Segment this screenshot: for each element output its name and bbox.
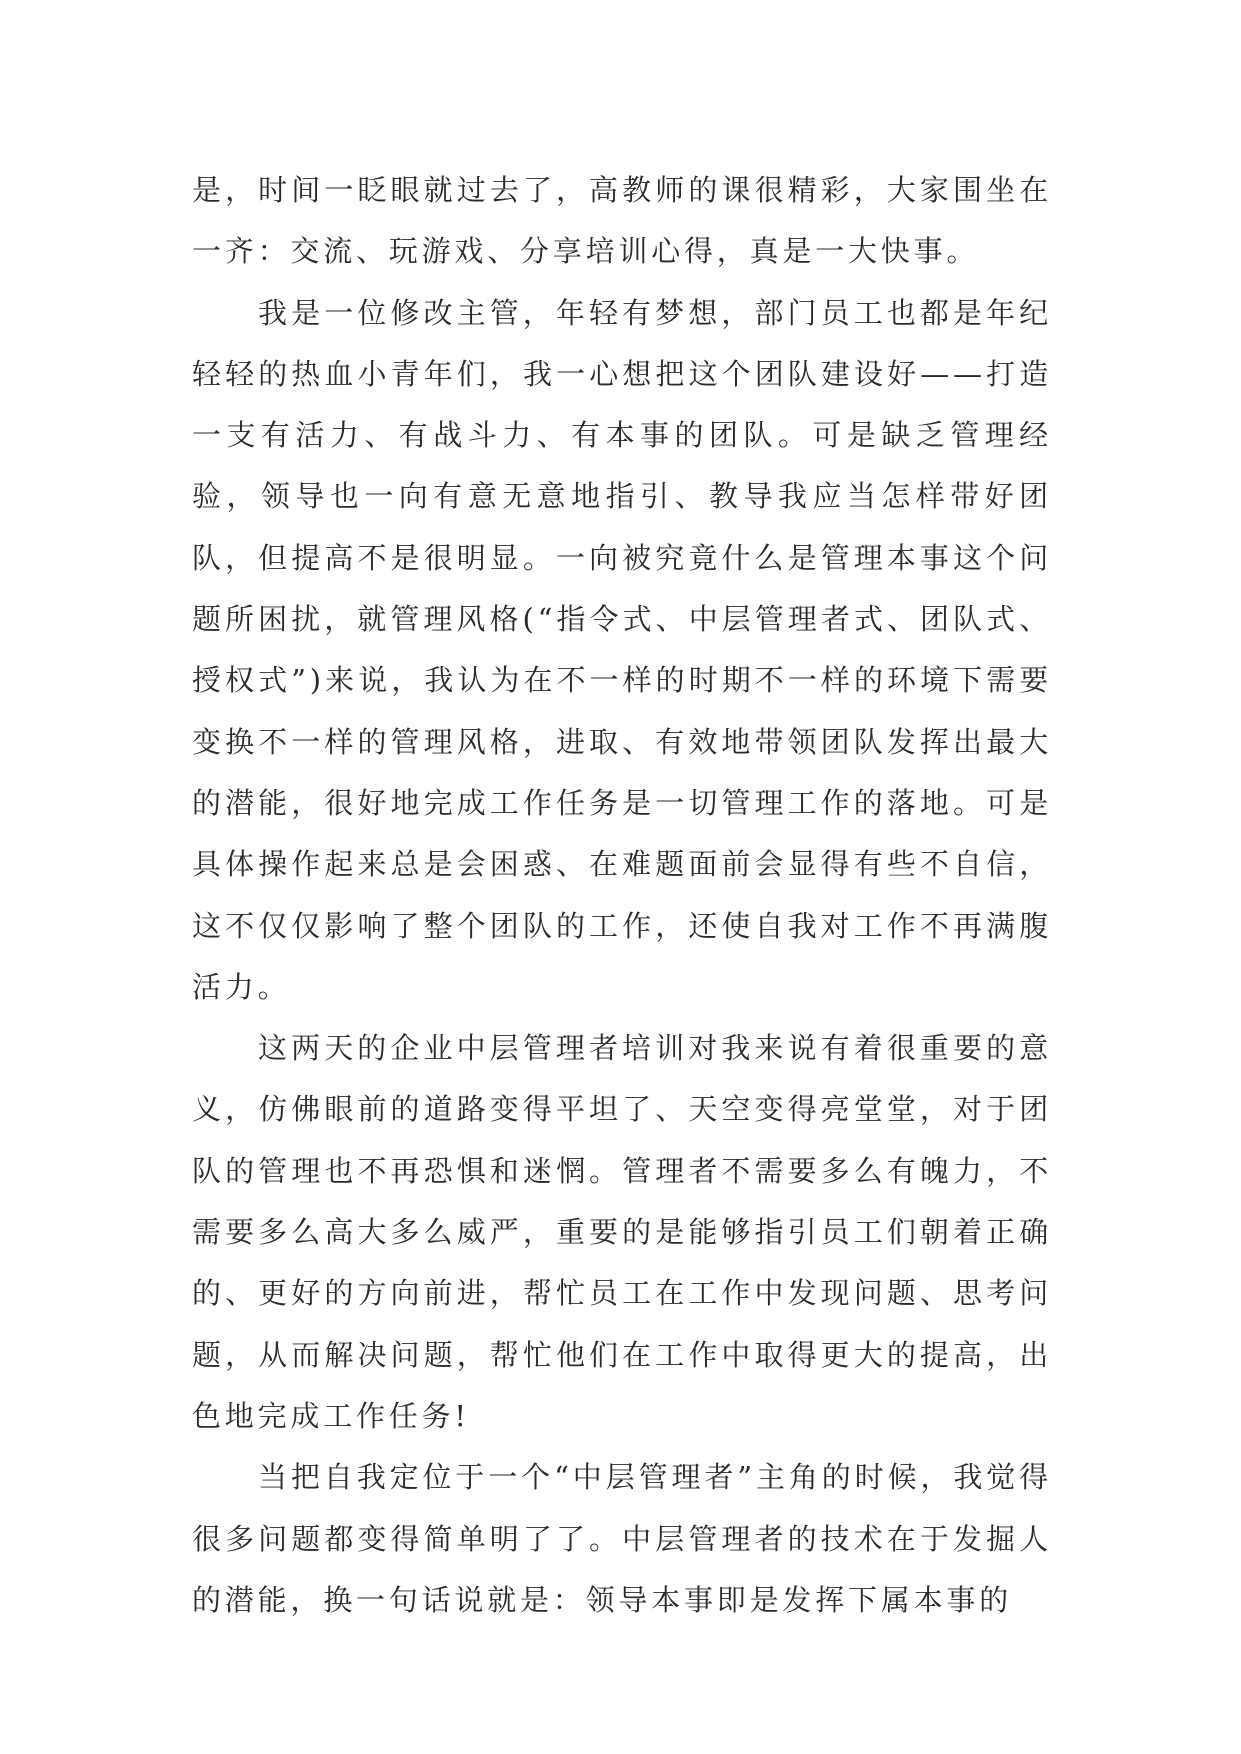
paragraph-4: 当把自我定位于一个“中层管理者”主角的时候，我觉得很多问题都变得简单明了了。中层管理者的技术在于发掘人的潜能，换一句话说就是：领导本事即是发挥下属本事的 <box>192 1460 1052 1617</box>
paragraph-3: 这两天的企业中层管理者培训对我来说有着很重要的意义，仿佛眼前的道路变得平坦了、天空变得亮堂堂，对于团队的管理也不再恐惧和迷惘。管理者不需要多么有魄力，不需要多么高大多么威严，重要的是能够指引员工们朝着正确的、更好的方向前进，帮忙员工在工作中发现问题、思考问题，从而解决问题，帮忙他们在工作中取得更大的提高，出色地完成工作任务! <box>192 1031 1052 1433</box>
paragraph-1: 是，时间一眨眼就过去了，高教师的课很精彩，大家围坐在一齐：交流、玩游戏、分享培训心得，真是一大快事。 <box>192 173 1052 269</box>
paragraph-2: 我是一位修改主管，年轻有梦想，部门员工也都是年纪轻轻的热血小青年们，我一心想把这个团队建设好——打造一支有活力、有战斗力、有本事的团队。可是缺乏管理经验，领导也一向有意无意地指引、教导我应当怎样带好团队，但提高不是很明显。一向被究竟什么是管理本事这个问题所困扰，就管理风格(“指令式、中层管理者式、团队式、授权式”)来说，我认为在不一样的时期不一样的环境下需要变换不一样的管理风格，进取、有效地带领团队发挥出最大的潜能，很好地完成工作任务是一切管理工作的落地。可是具体操作起来总是会困惑、在难题面前会显得有些不自信，这不仅仅影响了整个团队的工作，还使自我对工作不再满腹活力。 <box>192 295 1052 1004</box>
document-body <box>192 160 1052 1631</box>
